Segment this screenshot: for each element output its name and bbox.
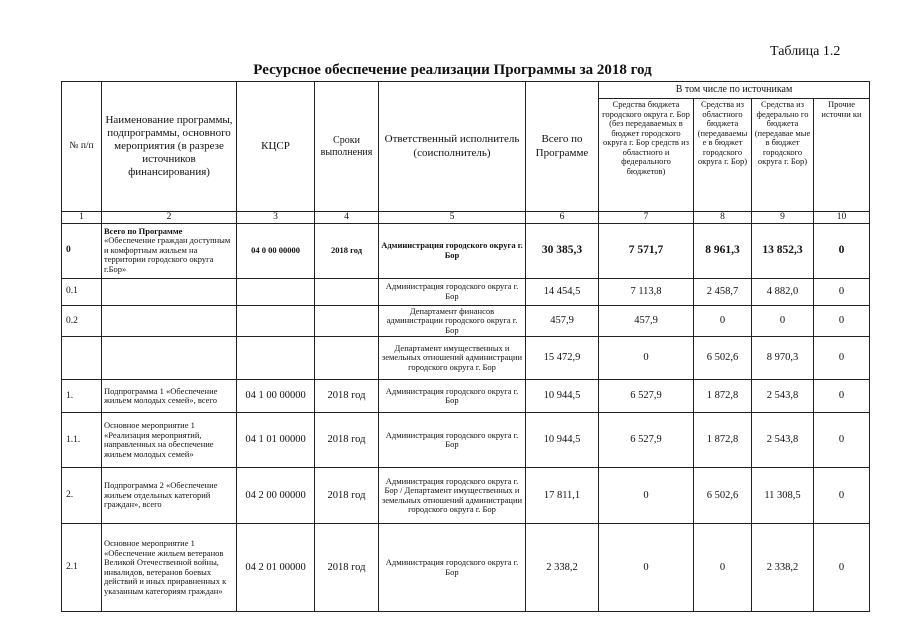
other-sources-cell: 0 <box>814 278 870 305</box>
region-budget-cell: 1 872,8 <box>694 413 752 468</box>
federal-budget-cell: 2 543,8 <box>752 380 814 413</box>
page-title: Ресурсное обеспечение реализации Программы за 2018 год <box>253 62 652 78</box>
column-number: 8 <box>694 212 752 224</box>
region-budget-cell: 0 <box>694 524 752 612</box>
executor-cell: Администрация городского округа г. Бор <box>379 223 526 278</box>
other-sources-cell: 0 <box>814 223 870 278</box>
column-number: 10 <box>814 212 870 224</box>
total-cell: 457,9 <box>526 305 599 337</box>
total-cell: 30 385,3 <box>526 223 599 278</box>
federal-budget-cell: 4 882,0 <box>752 278 814 305</box>
row-number-cell: 0 <box>62 223 102 278</box>
terms-cell: 2018 год <box>315 524 379 612</box>
column-number-row <box>62 212 870 224</box>
terms-cell: 2018 год <box>315 223 379 278</box>
column-number: 5 <box>379 212 526 224</box>
executor-cell: Департамент финансов администрации городского округа г. Бор <box>379 305 526 337</box>
row-name-cell <box>102 380 237 413</box>
total-cell: 10 944,5 <box>526 413 599 468</box>
row-number-cell: 0.2 <box>62 305 102 337</box>
row-number-cell: 1. <box>62 380 102 413</box>
city-budget-cell: 457,9 <box>599 305 694 337</box>
column-number: 6 <box>526 212 599 224</box>
city-budget-cell: 6 527,9 <box>599 413 694 468</box>
header-src-federal: Средства из федерально го бюджета (передавае мые в бюджет городского округа г. Бор) <box>752 99 814 212</box>
executor-cell: Администрация городского округа г. Бор / Департамент имущественных и земельных отношений администрации городского округа г. Бор <box>379 468 526 524</box>
table-body <box>62 223 870 612</box>
row-name-heading: Всего по Программе <box>104 225 183 236</box>
table-row <box>62 413 870 468</box>
region-budget-cell: 0 <box>694 305 752 337</box>
terms-cell <box>315 337 379 380</box>
executor-cell: Администрация городского округа г. Бор <box>379 524 526 612</box>
row-name-text: Подпрограмма 1 «Обеспечение жильем молодых семей», всего <box>104 385 218 406</box>
header-sources-group: В том числе по источникам <box>599 82 870 99</box>
header-num: № п/п <box>62 82 102 212</box>
region-budget-cell: 6 502,6 <box>694 337 752 380</box>
header-name: Наименование программы, подпрограммы, основного мероприятия (в разрезе источников финансирования) <box>102 82 237 212</box>
terms-cell: 2018 год <box>315 380 379 413</box>
column-number: 9 <box>752 212 814 224</box>
terms-cell: 2018 год <box>315 468 379 524</box>
table-row <box>62 380 870 413</box>
other-sources-cell: 0 <box>814 380 870 413</box>
city-budget-cell: 6 527,9 <box>599 380 694 413</box>
terms-cell: 2018 год <box>315 413 379 468</box>
federal-budget-cell: 11 308,5 <box>752 468 814 524</box>
kcsr-cell: 04 2 01 00000 <box>237 524 315 612</box>
header-kcsr: КЦСР <box>237 82 315 212</box>
column-number: 7 <box>599 212 694 224</box>
kcsr-cell <box>237 305 315 337</box>
terms-cell <box>315 305 379 337</box>
kcsr-cell: 04 1 01 00000 <box>237 413 315 468</box>
table-number: Таблица 1.2 <box>770 44 841 59</box>
row-name-cell <box>102 223 237 278</box>
header-src-city: Средства бюджета городского округа г. Бор (без передаваемых в бюджет городского округа г. Бор средств из областного и федерального бюджетов) <box>599 99 694 212</box>
row-name-text: Основное мероприятие 1 «Реализация мероприятий, направленных на обеспечение жильем молодых семей» <box>104 420 214 459</box>
header-src-region: Средства из областного бюджета (передаваемы е в бюджет городского округа г. Бор) <box>694 99 752 212</box>
executor-cell: Администрация городского округа г. Бор <box>379 413 526 468</box>
row-number-cell: 2.1 <box>62 524 102 612</box>
column-number: 4 <box>315 212 379 224</box>
header-executor: Ответственный исполнитель (соисполнитель) <box>379 82 526 212</box>
region-budget-cell: 8 961,3 <box>694 223 752 278</box>
city-budget-cell: 7 571,7 <box>599 223 694 278</box>
row-name-text: Основное мероприятие 1 «Обеспечение жильем ветеранов Великой Отечественной войны, инвалидов, ветеранов боевых действий и иных приравненных к указанным категориям граждан» <box>104 538 227 596</box>
column-number: 3 <box>237 212 315 224</box>
executor-cell: Департамент имущественных и земельных отношений администрации городского округа г. Бор <box>379 337 526 380</box>
federal-budget-cell: 13 852,3 <box>752 223 814 278</box>
column-number: 2 <box>102 212 237 224</box>
city-budget-cell: 0 <box>599 524 694 612</box>
kcsr-cell: 04 2 00 00000 <box>237 468 315 524</box>
resource-table <box>61 81 870 612</box>
row-number-cell: 1.1. <box>62 413 102 468</box>
other-sources-cell: 0 <box>814 468 870 524</box>
region-budget-cell: 2 458,7 <box>694 278 752 305</box>
table-row <box>62 524 870 612</box>
row-name-text: «Обеспечение граждан доступным и комфортным жильем на территории городского округа г.Бор» <box>104 235 231 274</box>
federal-budget-cell: 0 <box>752 305 814 337</box>
row-name-cell <box>102 524 237 612</box>
header-terms: Сроки выполнения <box>315 82 379 212</box>
header-src-other: Прочие источни ки <box>814 99 870 212</box>
federal-budget-cell: 2 338,2 <box>752 524 814 612</box>
column-number: 1 <box>62 212 102 224</box>
row-name-cell <box>102 468 237 524</box>
kcsr-cell <box>237 278 315 305</box>
city-budget-cell: 0 <box>599 337 694 380</box>
total-cell: 15 472,9 <box>526 337 599 380</box>
other-sources-cell: 0 <box>814 305 870 337</box>
kcsr-cell <box>237 337 315 380</box>
row-name-text: Подпрограмма 2 «Обеспечение жильем отдельных категорий граждан», всего <box>104 480 218 510</box>
executor-cell: Администрация городского округа г. Бор <box>379 278 526 305</box>
row-number-cell <box>62 337 102 380</box>
total-cell: 10 944,5 <box>526 380 599 413</box>
table-row <box>62 337 870 380</box>
table-row <box>62 468 870 524</box>
other-sources-cell: 0 <box>814 413 870 468</box>
kcsr-cell: 04 0 00 00000 <box>237 223 315 278</box>
row-name-cell <box>102 337 237 380</box>
table-row <box>62 305 870 337</box>
table-row <box>62 278 870 305</box>
header-total: Всего по Программе <box>526 82 599 212</box>
table-row <box>62 223 870 278</box>
terms-cell <box>315 278 379 305</box>
executor-cell: Администрация городского округа г. Бор <box>379 380 526 413</box>
region-budget-cell: 6 502,6 <box>694 468 752 524</box>
city-budget-cell: 7 113,8 <box>599 278 694 305</box>
other-sources-cell: 0 <box>814 524 870 612</box>
other-sources-cell: 0 <box>814 337 870 380</box>
federal-budget-cell: 2 543,8 <box>752 413 814 468</box>
row-number-cell: 2. <box>62 468 102 524</box>
region-budget-cell: 1 872,8 <box>694 380 752 413</box>
total-cell: 14 454,5 <box>526 278 599 305</box>
kcsr-cell: 04 1 00 00000 <box>237 380 315 413</box>
federal-budget-cell: 8 970,3 <box>752 337 814 380</box>
total-cell: 2 338,2 <box>526 524 599 612</box>
row-name-cell <box>102 413 237 468</box>
row-name-cell <box>102 278 237 305</box>
row-number-cell: 0.1 <box>62 278 102 305</box>
total-cell: 17 811,1 <box>526 468 599 524</box>
city-budget-cell: 0 <box>599 468 694 524</box>
row-name-cell <box>102 305 237 337</box>
